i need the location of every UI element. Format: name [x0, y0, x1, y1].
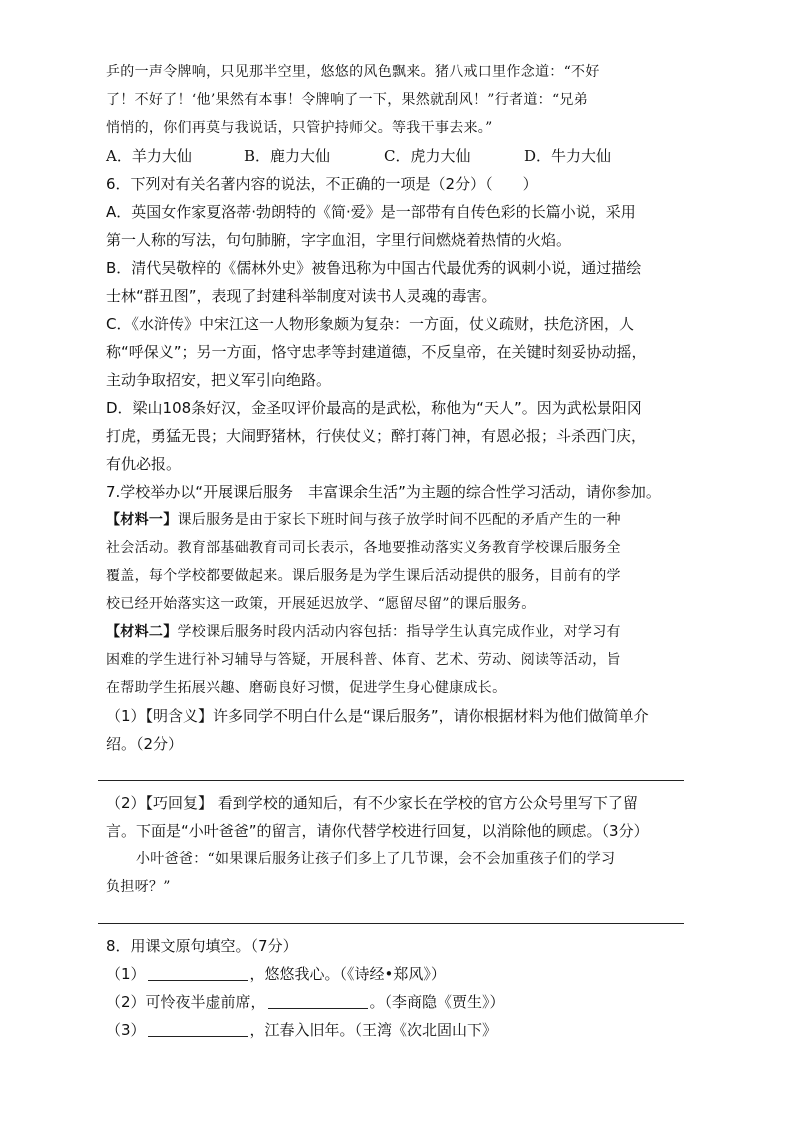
sub-question-2: 言。下面是“小叶爸爸”的留言，请你代替学校进行回复，以消除他的顾虑。（3分） — [106, 822, 649, 840]
question-stem: 6．下列对有关名著内容的说法，不正确的一项是（2分）（ ） — [106, 175, 538, 193]
question-6 — [106, 170, 688, 478]
material-text: 困难的学生进行补习辅导与答疑，开展科普、体育、艺术、劳动、阅读等活动，旨 — [106, 652, 621, 668]
material-two — [106, 618, 688, 646]
question-stem: 7.学校举办以“开展课后服务 丰富课余生活”为主题的综合性学习活动，请你参加。 — [106, 483, 661, 501]
option-a-line: 第一人称的写法，句句肺腑，字字血泪，字里行间燃烧着热情的火焰。 — [106, 231, 572, 249]
item-text: ，悠悠我心。（《诗经•郑风》） — [249, 965, 446, 983]
option-a[interactable]: A．羊力大仙 — [106, 147, 192, 165]
answer-line[interactable] — [98, 780, 684, 781]
material-text: 覆盖，每个学校都要做起来。课后服务是为学生课后活动提供的服务，目前有的学 — [106, 568, 621, 584]
material-one — [106, 506, 688, 534]
passage-line: 了！不好了！‘他’果然有本事！令牌响了一下，果然就刮风！”行者道：“兄弟 — [106, 92, 589, 108]
material-text: 社会活动。教育部基础教育司司长表示，各地要推动落实义务教育学校课后服务全 — [106, 540, 621, 556]
fill-item-3 — [106, 1016, 688, 1044]
item-text: ，江春入旧年。（王湾《次北固山下》 — [249, 1021, 498, 1039]
material-text: 课后服务是由于家长下班时间与孩子放学时间不匹配的矛盾产生的一种 — [177, 512, 621, 528]
option-b[interactable]: B．鹿力大仙 — [244, 147, 331, 165]
material-tag: 【材料一】 — [106, 512, 178, 528]
fill-blank[interactable] — [268, 992, 368, 1009]
fill-blank[interactable] — [148, 1020, 248, 1037]
passage-line: 乒的一声令牌响，只见那半空里，悠悠的风色飘来。猪八戒口里作念道：“不好 — [106, 64, 600, 80]
item-number: （1） — [106, 965, 146, 983]
parent-message: 负担呀？” — [106, 879, 171, 895]
option-c-line[interactable]: C．《水浒传》中宋江这一人物形象颇为复杂：一方面，仗义疏财，扶危济困，人 — [106, 315, 634, 333]
fill-item-1 — [106, 960, 688, 988]
parent-message: 小叶爸爸：“如果课后服务让孩子们多上了几节课，会不会加重孩子们的学习 — [136, 851, 616, 867]
option-c[interactable]: C．虎力大仙 — [384, 147, 471, 165]
option-b-line[interactable]: B．清代吴敬梓的《儒林外史》被鲁迅称为中国古代最优秀的讽刺小说，通过描绘 — [106, 259, 642, 277]
option-d-line[interactable]: D．梁山108条好汉，金圣叹评价最高的是武松，称他为“天人”。因为武松景阳冈 — [106, 399, 642, 417]
answer-line[interactable] — [98, 923, 684, 924]
exam-page — [106, 58, 688, 1044]
item-text: 。（李商隐《贾生》） — [369, 993, 505, 1011]
item-number: （3） — [106, 1021, 146, 1039]
fill-blank[interactable] — [148, 964, 248, 981]
question-7 — [106, 478, 688, 924]
option-d[interactable]: D．牛力大仙 — [524, 147, 612, 165]
item-text: （2）可怜夜半虚前席， — [106, 993, 266, 1011]
option-c-line: 主动争取招安，把义军引向绝路。 — [106, 371, 332, 389]
material-text: 在帮助学生拓展兴趣、磨砺良好习惯，促进学生身心健康成长。 — [106, 680, 507, 696]
option-b-line: 士林“群丑图”，表现了封建科举制度对读书人灵魂的毒害。 — [106, 287, 497, 305]
fill-item-2 — [106, 988, 688, 1016]
question-8 — [106, 932, 688, 1044]
material-text: 学校课后服务时段内活动内容包括：指导学生认真完成作业，对学习有 — [177, 624, 621, 640]
q5-options — [106, 142, 688, 170]
question-stem: 8．用课文原句填空。（7分） — [106, 937, 298, 955]
material-tag: 【材料二】 — [106, 624, 178, 640]
sub-question-2: （2）【巧回复】 看到学校的通知后，有不少家长在学校的官方公众号里写下了留 — [106, 794, 638, 812]
option-c-line: 称“呼保义”；另一方面，恪守忠孝等封建道德，不反皇帝，在关键时刻妥协动摇， — [106, 343, 647, 361]
sub-question-1: （1）【明含义】许多同学不明白什么是“课后服务”，请你根据材料为他们做简单介 — [106, 707, 649, 725]
material-text: 校已经开始落实这一政策，开展延迟放学、“愿留尽留”的课后服务。 — [106, 596, 536, 612]
option-d-line: 有仇必报。 — [106, 455, 182, 473]
sub-question-1: 绍。（2分） — [106, 735, 184, 753]
option-a-line[interactable]: A．英国女作家夏洛蒂·勃朗特的《简·爱》是一部带有自传色彩的长篇小说，采用 — [106, 203, 636, 221]
option-d-line: 打虎，勇猛无畏；大闹野猪林，行侠仗义；醉打蒋门神，有恩必报；斗杀西门庆， — [106, 427, 647, 445]
question-5 — [106, 58, 688, 170]
passage-line: 悄悄的，你们再莫与我说话，只管护持师父。等我干事去来。” — [106, 120, 493, 136]
